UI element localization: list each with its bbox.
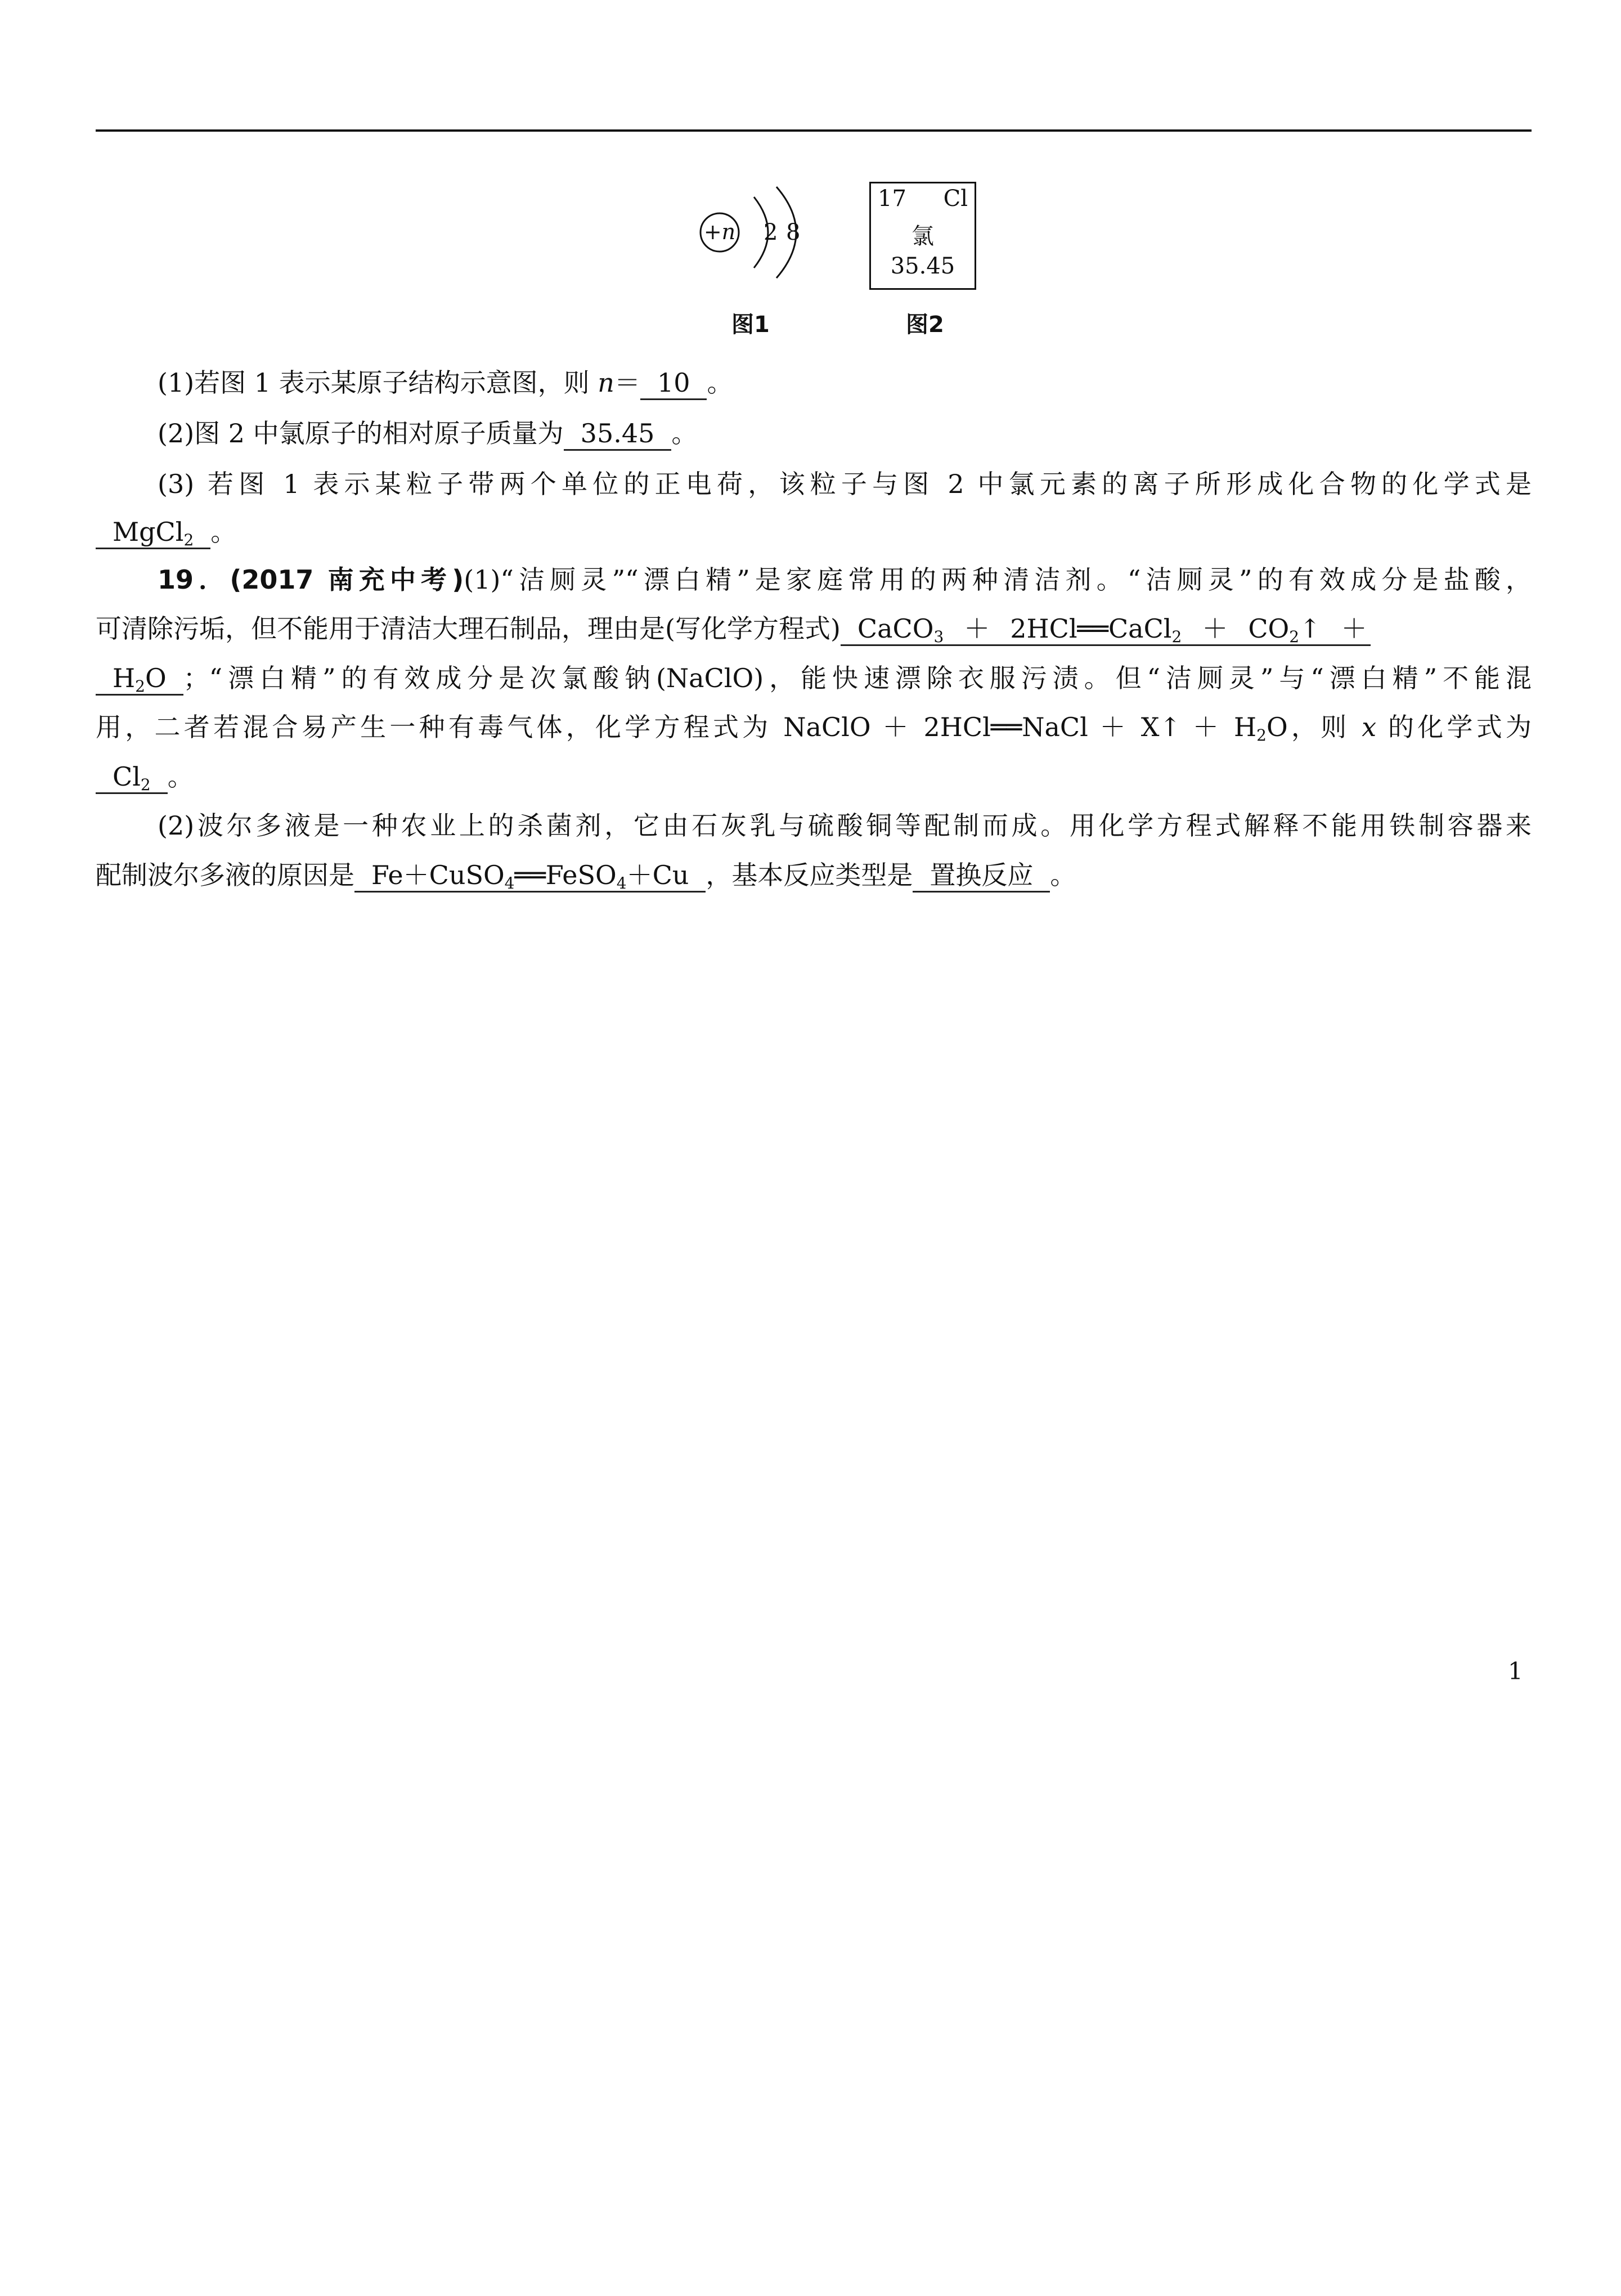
q18-part1-answer: 10: [640, 367, 707, 400]
nucleus-charge-label: +n: [703, 219, 736, 244]
q18-part1: (1)若图 1 表示某原子结构示意图，则 n＝ 10 。: [158, 366, 1532, 400]
atomic-mass: 35.45: [890, 253, 955, 279]
reaction-type-answer: 置换反应: [913, 859, 1050, 893]
periodic-element-cell: [869, 182, 976, 290]
eq1-blank-b: 2HCl══CaCl$_2$: [993, 613, 1198, 646]
page-number: 1: [1508, 1657, 1523, 1685]
q18-part2-answer: 35.45: [564, 418, 672, 451]
q18-part3-answer: MgCl$_2$: [96, 516, 210, 549]
q19-part2-line2: 配制波尔多液的原因是 Fe＋CuSO$_4$══FeSO$_4$＋Cu ，基本反应类型是 置换反应 。: [96, 860, 1076, 893]
q18-part3: (3) 若图 1 表示某粒子带两个单位的正电荷，该粒子与图 2 中氯元素的离子所形成化合物的化学式是: [158, 469, 1532, 499]
eq1-plus-1: ＋: [960, 613, 993, 646]
q19-line2: 可清除污垢，但不能用于清洁大理石制品，理由是(写化学方程式) CaCO$_3$ ＋ 2HCl══CaCl$_2$ ＋ $CO_2↑$ ＋: [96, 612, 1532, 646]
q18-part3-answer-line: MgCl$_2$ 。: [96, 515, 1532, 549]
q19-source: (2017 南充中考): [230, 564, 464, 595]
figure-1-caption: 图1: [731, 312, 770, 338]
eq1-blank-c: $CO_2↑$: [1231, 613, 1337, 646]
figure-2-caption: 图2: [906, 312, 944, 338]
q19-gas-answer: $Cl_2$: [96, 761, 168, 794]
element-name: 氯: [911, 223, 934, 249]
header-rule: [96, 129, 1532, 132]
eq1-plus-2: ＋: [1198, 613, 1231, 646]
q19-number: 19．: [158, 564, 230, 595]
shell-2-electrons: 8: [786, 219, 801, 245]
eq2-answer: Fe＋CuSO$_4$══FeSO$_4$＋Cu: [354, 859, 706, 893]
q18-part2: (2)图 2 中氯原子的相对原子质量为 35.45 。: [158, 416, 1532, 451]
eq1-blank-d: $H_2O$: [96, 662, 183, 696]
atom-structure-figure: [689, 180, 824, 293]
shell-1-electrons: 2: [764, 219, 778, 245]
q19-line4: 用，二者若混合易产生一种有毒气体，化学方程式为 NaClO ＋ 2HCl══NaCl ＋ X↑ ＋ $H_2O$，则 x 的化学式为: [96, 712, 1532, 745]
eq1-blank-a: CaCO$_3$: [841, 613, 960, 646]
q19-line1: 19．(2017 南充中考)(1)“洁厕灵”“漂白精”是家庭常用的两种清洁剂。“洁厕灵”的有效成分是盐酸，: [158, 564, 1532, 595]
element-symbol: Cl: [943, 186, 968, 212]
q19-line5: $Cl_2$ 。: [96, 760, 1532, 794]
eq1-plus-3: ＋: [1338, 613, 1371, 646]
q19-part2-line1: (2)波尔多液是一种农业上的杀菌剂，它由石灰乳与硫酸铜等配制而成。用化学方程式解释不能用铁制容器来: [158, 810, 1532, 841]
q19-line3: $H_2O$ ；“漂白精”的有效成分是次氯酸钠(NaClO)，能快速漂除衣服污渍。但“洁厕灵”与“漂白精”不能混: [96, 661, 1532, 696]
atomic-number: 17: [878, 186, 906, 212]
